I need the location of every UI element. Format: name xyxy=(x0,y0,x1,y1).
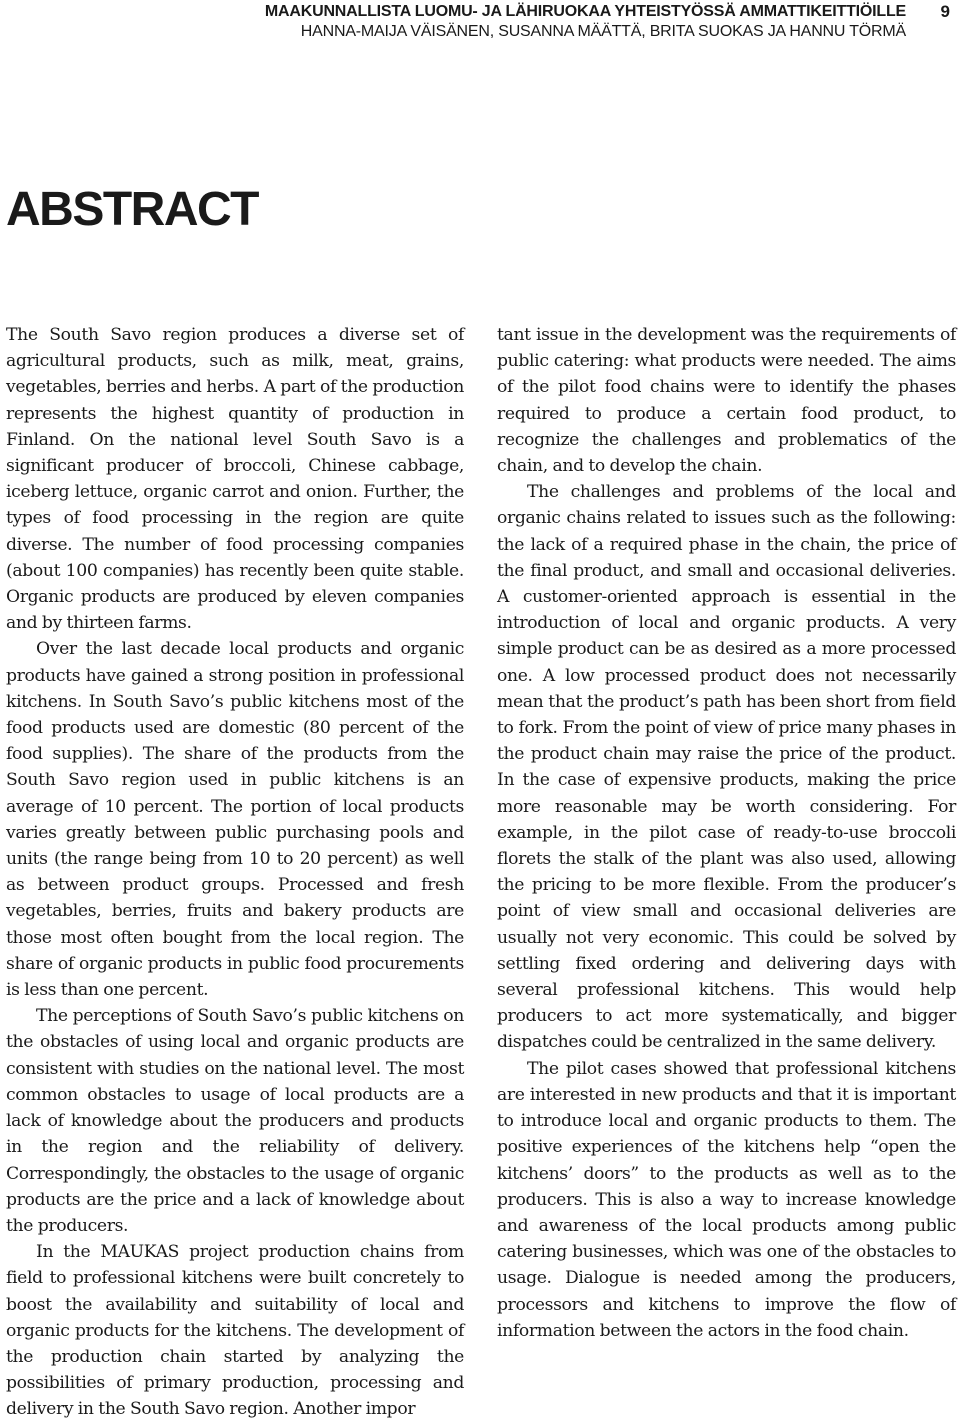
running-header xyxy=(250,2,950,42)
right-column xyxy=(497,322,956,1344)
page-number: 9 xyxy=(940,2,950,21)
left-column xyxy=(6,322,464,1423)
left-paragraph-1: The South Savo region produces a diverse set of agricultural products, such as milk, meat, grains, vegetables, berries and herbs. A part of the production represents the highest quantity of production in Finland. On the national level South Savo is a significant producer of broccoli, Chinese cabbage, iceberg lettuce, organic carrot and onion. Further, the types of food processing in the region are quite diverse. The number of food processing companies (about 100 companies) has recently been quite stable. Organic products are produced by eleven companies and by thirteen farms. xyxy=(6,325,464,634)
left-paragraph-2: Over the last decade local products and organic products have gained a strong position in professional kitchens. In South Savo’s public kitchens most of the food products used are domestic (80 percent of the food supplies). The share of the products from the South Savo region used in public kitchens is an average of 10 percent. The portion of local products varies greatly between public purchasing pools and units (the range being from 10 to 20 percent) as well as between product groups. Processed and fresh vegetables, berries, fruits and bakery products are those most often bought from the local region. The share of organic products in public food procurements is less than one percent. xyxy=(6,639,464,1001)
right-paragraph-2: The challenges and problems of the local and organic chains related to issues such as the following: the lack of a required phase in the chain, the price of the final product, and small and occasional deliveries. A customer-oriented approach is essential in the introduction of local and organic products. A very simple product can be as desired as a more processed one. A low processed product does not necessarily mean that the product’s path has been short from field to fork. From the point of view of price many phases in the product chain may raise the price of the product. In the case of expensive products, making the price more reasonable may be worth considering. For example, in the pilot case of ready-to-use broccoli florets the stalk of the plant was also used, allowing the pricing to be more flexible. From the producer’s point of view small and occasional deliveries are usually not very economic. This could be solved by settling fixed ordering and delivering days with several professional kitchens. This would help producers to act more systematically, and bigger dispatches could be centralized in the same delivery. xyxy=(497,482,956,1053)
left-paragraph-3: The perceptions of South Savo’s public kitchens on the obstacles of using local and organic products are consistent with studies on the national level. The most common obstacles to usage of local products are a lack of knowledge about the producers and products in the region and the reliability of delivery. Correspondingly, the obstacles to the usage of organic products are the price and a lack of knowledge about the producers. xyxy=(6,1006,464,1236)
header-title: MAAKUNNALLISTA LUOMU- JA LÄHIRUOKAA YHTEISTYÖSSÄ AMMATTIKEITTIÖILLE xyxy=(264,3,906,20)
right-paragraph-1: tant issue in the development was the requirements of public catering: what products were needed. The aims of the pilot food chains were to identify the phases required to produce a certain food product, to recognize the challenges and problematics of the chain, and to develop the chain. xyxy=(497,325,956,477)
right-paragraph-3: The pilot cases showed that professional kitchens are interested in new products and that it is important to introduce local and organic products to them. The positive experiences of the kitchens help “open the kitchens’ doors” to the products as well as to the producers. This is also a way to increase knowledge and awareness of the local products among public catering businesses, which was one of the obstacles to usage. Dialogue is needed among the producers, processors and kitchens to improve the flow of information between the actors in the food chain. xyxy=(497,1058,956,1341)
section-heading: ABSTRACT xyxy=(6,183,258,236)
left-paragraph-4: In the MAUKAS project production chains from field to professional kitchens were built concretely to boost the availability and suitability of local and organic products for the kitchens. The development of the production chain started by analyzing the possibilities of primary production, processing and delivery in the South Savo region. Another impor xyxy=(6,1242,464,1420)
header-authors: HANNA-MAIJA VÄISÄNEN, SUSANNA MÄÄTTÄ, BRITA SUOKAS JA HANNU TÖRMÄ xyxy=(300,23,906,40)
